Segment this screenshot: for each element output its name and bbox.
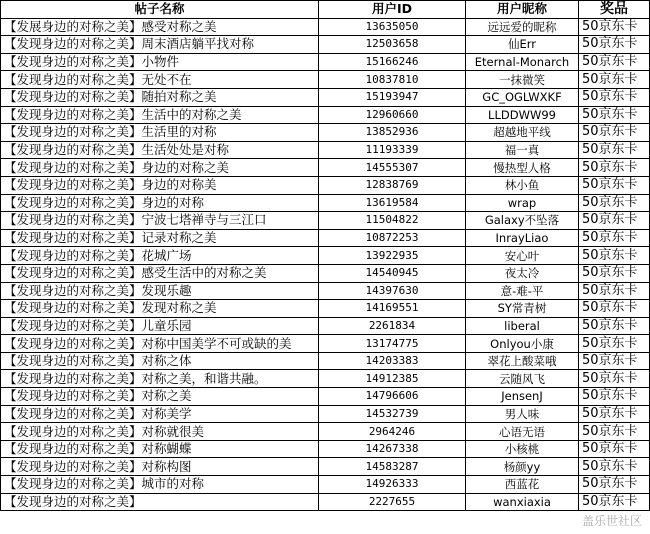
prize-cell: 50京东卡 — [579, 493, 650, 511]
user-id-cell: 14583287 — [319, 458, 466, 476]
prize-cell: 50京东卡 — [579, 370, 650, 388]
post-title-cell: 【发现身边的对称之美】对称之体 — [1, 352, 319, 370]
post-title-cell: 【发现身边的对称之美】随拍对称之美 — [1, 88, 319, 106]
header-row — [1, 1, 650, 19]
nickname-cell: JensenJ — [466, 388, 579, 406]
prize-cell: 50京东卡 — [579, 388, 650, 406]
prize-cell: 50京东卡 — [579, 423, 650, 441]
table-row — [1, 212, 650, 230]
post-title-cell: 【发现身边的对称之美】记录对称之美 — [1, 229, 319, 247]
post-title-cell: 【发展身边的对称之美】感受对称之美 — [1, 18, 319, 36]
prize-cell: 50京东卡 — [579, 212, 650, 230]
user-id-cell: 14796606 — [319, 388, 466, 406]
table-row — [1, 194, 650, 212]
post-title-cell: 【发现身边的对称之美】城市的对称 — [1, 476, 319, 494]
nickname-cell: 仙Err — [466, 36, 579, 54]
watermark — [582, 514, 642, 528]
nickname-cell: 一抹微笑 — [466, 71, 579, 89]
nickname-cell: 超越地平线 — [466, 124, 579, 142]
post-title-cell: 【发现身边的对称之美】对称中国美学不可或缺的美 — [1, 335, 319, 353]
nickname-cell: wrap — [466, 194, 579, 212]
user-id-cell: 2964246 — [319, 423, 466, 441]
prize-cell: 50京东卡 — [579, 335, 650, 353]
table-row — [1, 388, 650, 406]
post-title-cell: 【发现身边的对称之美】对称之美，和谐共融。 — [1, 370, 319, 388]
post-title-cell: 【发现身边的对称之美】儿童乐园 — [1, 317, 319, 335]
table-row — [1, 124, 650, 142]
user-id-cell: 10872253 — [319, 229, 466, 247]
nickname-cell: 心语无语 — [466, 423, 579, 441]
table-row — [1, 317, 650, 335]
post-title-cell: 【发现身边的对称之美】对称就很美 — [1, 423, 319, 441]
prize-cell: 50京东卡 — [579, 18, 650, 36]
table-row — [1, 71, 650, 89]
table-row — [1, 370, 650, 388]
nickname-cell: Galaxy不坠落 — [466, 212, 579, 230]
nickname-cell: Onlyou小康 — [466, 335, 579, 353]
table-row — [1, 88, 650, 106]
post-title-cell: 【发现身边的对称之美】感受生活中的对称之美 — [1, 264, 319, 282]
prize-cell: 50京东卡 — [579, 53, 650, 71]
prize-cell: 50京东卡 — [579, 141, 650, 159]
user-id-cell: 15193947 — [319, 88, 466, 106]
prize-cell: 50京东卡 — [579, 352, 650, 370]
nickname-cell: 小核桃 — [466, 440, 579, 458]
user-id-cell: 14203383 — [319, 352, 466, 370]
table-row — [1, 423, 650, 441]
nickname-cell: LLDDWW99 — [466, 106, 579, 124]
prize-cell: 50京东卡 — [579, 440, 650, 458]
user-id-cell: 14532739 — [319, 405, 466, 423]
user-id-cell: 2227655 — [319, 493, 466, 511]
nickname-cell: 翠花上酸菜哦 — [466, 352, 579, 370]
nickname-cell: Eternal-Monarch — [466, 53, 579, 71]
header-prize: 奖品 — [579, 1, 650, 19]
table-row — [1, 300, 650, 318]
table-row — [1, 247, 650, 265]
prize-cell: 50京东卡 — [579, 282, 650, 300]
nickname-cell: 远远爱的昵称 — [466, 18, 579, 36]
user-id-cell: 12960660 — [319, 106, 466, 124]
prize-cell: 50京东卡 — [579, 247, 650, 265]
nickname-cell: 云随风飞 — [466, 370, 579, 388]
table-row — [1, 476, 650, 494]
table-row — [1, 176, 650, 194]
table-row — [1, 159, 650, 177]
prize-cell: 50京东卡 — [579, 229, 650, 247]
user-id-cell: 13922935 — [319, 247, 466, 265]
post-title-cell: 【发现身边的对称之美】宁波七塔禅寺与三江口 — [1, 212, 319, 230]
table-body — [1, 18, 650, 511]
post-title-cell: 【发现身边的对称之美】对称构图 — [1, 458, 319, 476]
user-id-cell: 14926333 — [319, 476, 466, 494]
prize-cell: 50京东卡 — [579, 88, 650, 106]
user-id-cell: 14397630 — [319, 282, 466, 300]
user-id-cell: 13635050 — [319, 18, 466, 36]
user-id-cell: 14267338 — [319, 440, 466, 458]
nickname-cell: 安心叶 — [466, 247, 579, 265]
nickname-cell: 福一真 — [466, 141, 579, 159]
post-title-cell: 【发现身边的对称之美】花城广场 — [1, 247, 319, 265]
prize-cell: 50京东卡 — [579, 124, 650, 142]
nickname-cell: 林小鱼 — [466, 176, 579, 194]
user-id-cell: 11193339 — [319, 141, 466, 159]
nickname-cell: 慢热型人格 — [466, 159, 579, 177]
user-id-cell: 14912385 — [319, 370, 466, 388]
table-row — [1, 405, 650, 423]
nickname-cell: 杨颜yy — [466, 458, 579, 476]
post-title-cell: 【发现身边的对称之美】生活里的对称 — [1, 124, 319, 142]
prize-cell: 50京东卡 — [579, 458, 650, 476]
prize-cell: 50京东卡 — [579, 317, 650, 335]
user-id-cell: 12838769 — [319, 176, 466, 194]
post-title-cell: 【发现身边的对称之美】身边的对称 — [1, 194, 319, 212]
table-row — [1, 352, 650, 370]
nickname-cell: 男人味 — [466, 405, 579, 423]
post-title-cell: 【发现身边的对称之美】身边的对称美 — [1, 176, 319, 194]
post-title-cell: 【发现身边的对称之美】发现对称之美 — [1, 300, 319, 318]
user-id-cell: 13619584 — [319, 194, 466, 212]
table-row — [1, 493, 650, 511]
user-id-cell: 14540945 — [319, 264, 466, 282]
prize-cell: 50京东卡 — [579, 176, 650, 194]
prize-cell: 50京东卡 — [579, 106, 650, 124]
table-row — [1, 18, 650, 36]
table-row — [1, 440, 650, 458]
header-nickname: 用户昵称 — [466, 1, 579, 19]
user-id-cell: 11504822 — [319, 212, 466, 230]
post-title-cell: 【发现身边的对称之美】小物件 — [1, 53, 319, 71]
user-id-cell: 13852936 — [319, 124, 466, 142]
header-user-id: 用户ID — [319, 1, 466, 19]
user-id-cell: 2261834 — [319, 317, 466, 335]
prize-cell: 50京东卡 — [579, 194, 650, 212]
user-id-cell: 14169551 — [319, 300, 466, 318]
nickname-cell: GC_OGLWXKF — [466, 88, 579, 106]
post-title-cell: 【发现身边的对称之美】生活中的对称之美 — [1, 106, 319, 124]
table-row — [1, 141, 650, 159]
post-title-cell: 【发现身边的对称之美】周末酒店躺平找对称 — [1, 36, 319, 54]
user-id-cell: 15166246 — [319, 53, 466, 71]
nickname-cell: 夜太冷 — [466, 264, 579, 282]
table-row — [1, 106, 650, 124]
nickname-cell: 西蓝花 — [466, 476, 579, 494]
prize-cell: 50京东卡 — [579, 159, 650, 177]
nickname-cell: 意-难-平 — [466, 282, 579, 300]
nickname-cell: SY常青树 — [466, 300, 579, 318]
post-title-cell: 【发现身边的对称之美】对称蝴蝶 — [1, 440, 319, 458]
prize-cell: 50京东卡 — [579, 405, 650, 423]
user-id-cell: 10837810 — [319, 71, 466, 89]
nickname-cell: wanxiaxia — [466, 493, 579, 511]
table-row — [1, 458, 650, 476]
prize-cell: 50京东卡 — [579, 300, 650, 318]
table-row — [1, 229, 650, 247]
table-row — [1, 335, 650, 353]
post-title-cell: 【发现身边的对称之美】对称美学 — [1, 405, 319, 423]
watermark-brand: 盖乐世社区 — [581, 514, 642, 528]
prize-cell: 50京东卡 — [579, 476, 650, 494]
table-row — [1, 264, 650, 282]
prize-cell: 50京东卡 — [579, 36, 650, 54]
post-title-cell: 【发现身边的对称之美】发现乐趣 — [1, 282, 319, 300]
post-title-cell: 【发现身边的对称之美】 — [1, 493, 319, 511]
header-post-title: 帖子名称 — [1, 1, 319, 19]
post-title-cell: 【发现身边的对称之美】生活处处是对称 — [1, 141, 319, 159]
nickname-cell: liberal — [466, 317, 579, 335]
post-title-cell: 【发现身边的对称之美】无处不在 — [1, 71, 319, 89]
table-row — [1, 36, 650, 54]
user-id-cell: 13174775 — [319, 335, 466, 353]
user-id-cell: 12503658 — [319, 36, 466, 54]
post-title-cell: 【发现身边的对称之美】对称之美 — [1, 388, 319, 406]
prize-cell: 50京东卡 — [579, 71, 650, 89]
nickname-cell: InrayLiao — [466, 229, 579, 247]
table-row — [1, 282, 650, 300]
table-row — [1, 53, 650, 71]
prize-cell: 50京东卡 — [579, 264, 650, 282]
post-title-cell: 【发现身边的对称之美】身边的对称之美 — [1, 159, 319, 177]
user-id-cell: 14555307 — [319, 159, 466, 177]
